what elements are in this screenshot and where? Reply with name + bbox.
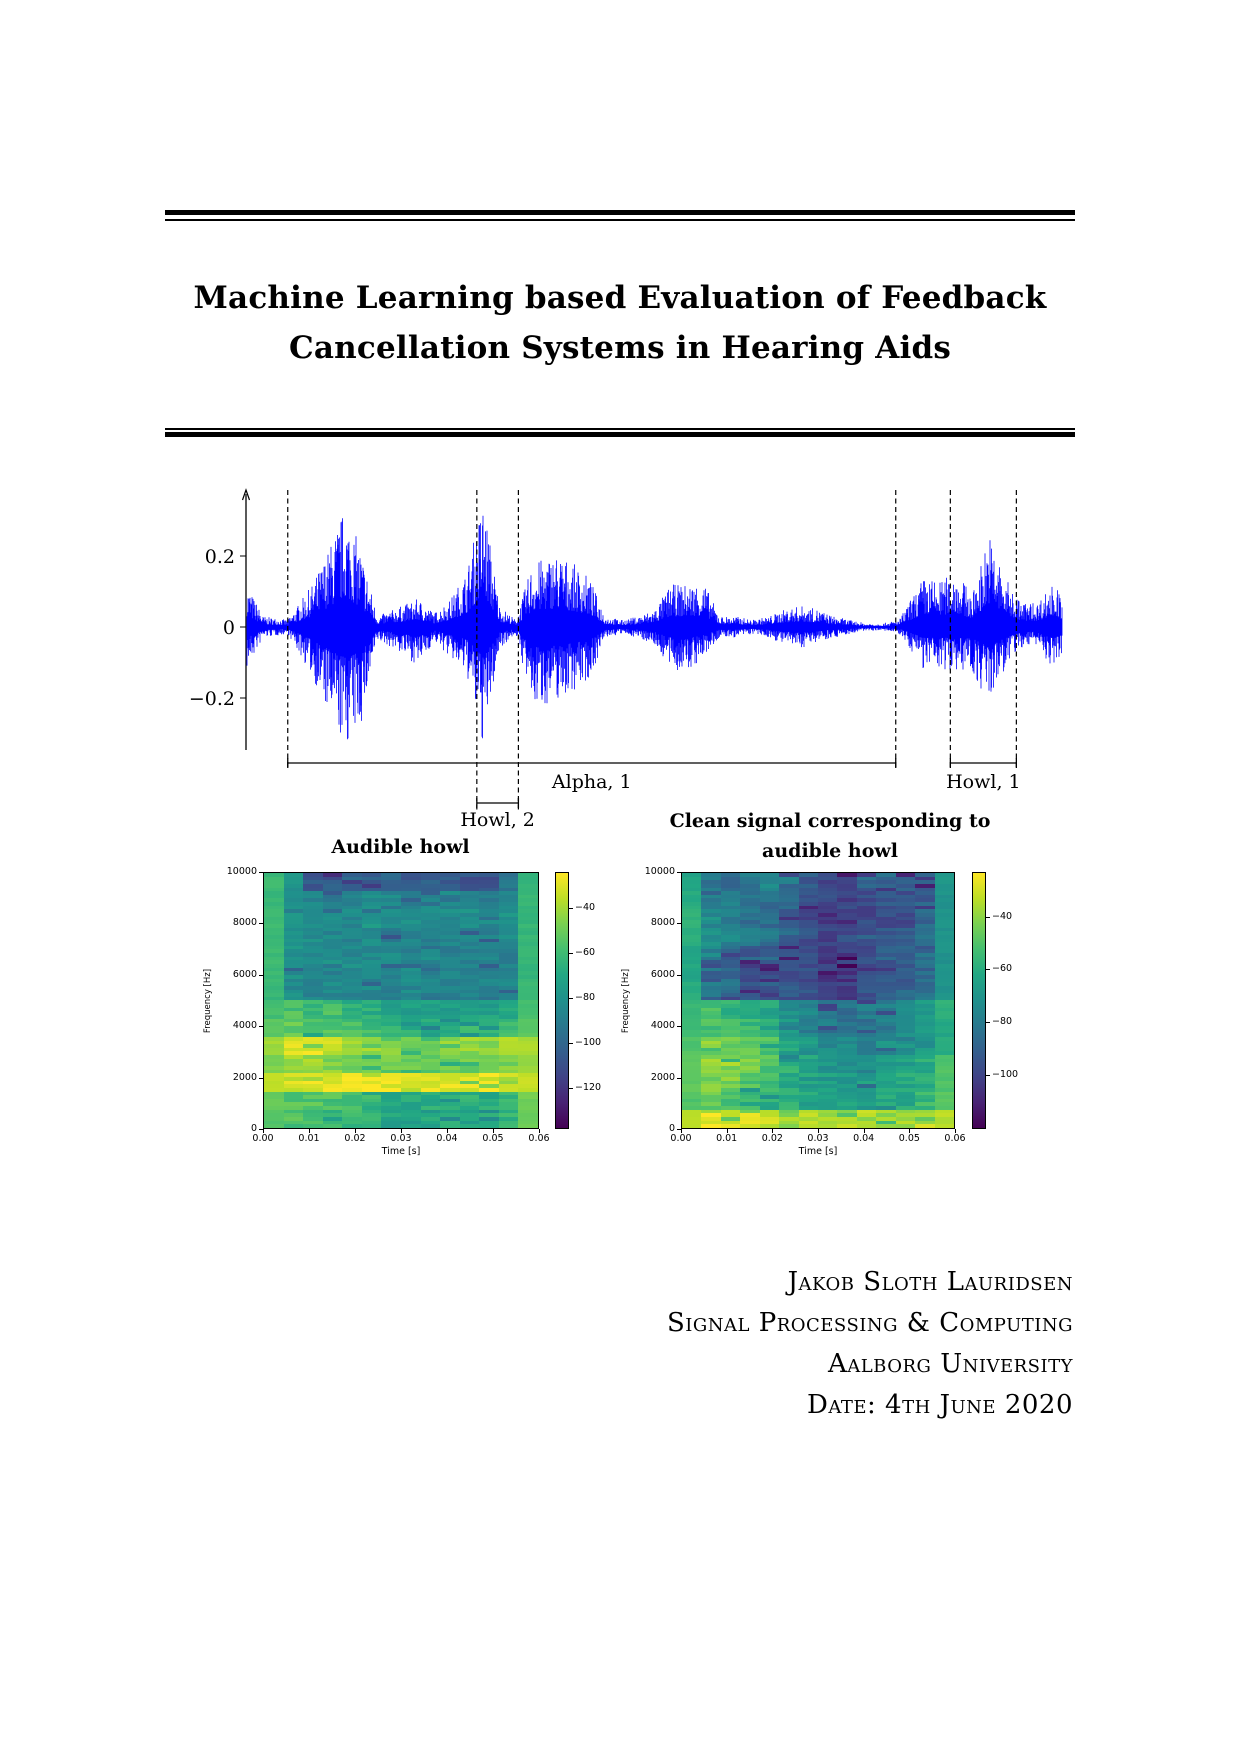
tick-mark bbox=[727, 1129, 728, 1133]
colorbar-tick-label: −80 bbox=[992, 1016, 1013, 1027]
ytick-0: 0 bbox=[222, 617, 235, 639]
spectrogram-audible-howl bbox=[263, 872, 539, 1129]
colorbar-1 bbox=[555, 872, 569, 1129]
colorbar-tick-label: −80 bbox=[575, 992, 596, 1003]
tick-mark bbox=[986, 969, 990, 970]
xtick-label: 0.06 bbox=[944, 1133, 966, 1144]
tick-mark bbox=[569, 908, 573, 909]
ytick-label: 0 bbox=[668, 1123, 675, 1134]
colorbar-tick-label: −100 bbox=[992, 1069, 1019, 1080]
title-line-2: Cancellation Systems in Hearing Aids bbox=[288, 330, 952, 366]
tick-mark bbox=[986, 1022, 990, 1023]
tick-mark bbox=[309, 1129, 310, 1133]
tick-mark bbox=[447, 1129, 448, 1133]
tick-mark bbox=[493, 1129, 494, 1133]
xtick-label: 0.03 bbox=[807, 1133, 829, 1144]
xtick-label: 0.00 bbox=[252, 1133, 274, 1144]
ytick-label: 4000 bbox=[232, 1020, 257, 1032]
tick-mark bbox=[909, 1129, 910, 1133]
tick-mark bbox=[677, 1026, 681, 1027]
ytick-label: 6000 bbox=[650, 968, 675, 980]
author-university: Aalborg University bbox=[827, 1349, 1073, 1379]
tick-mark bbox=[569, 998, 573, 999]
marker-label-howl-2: Howl, 2 bbox=[460, 809, 535, 831]
segment-markers bbox=[288, 490, 1021, 831]
xtick-label: 0.06 bbox=[528, 1133, 550, 1144]
marker-label-alpha-1: Alpha, 1 bbox=[551, 771, 632, 793]
tick-mark bbox=[401, 1129, 402, 1133]
tick-mark bbox=[677, 975, 681, 976]
yaxis-label: Frequency [Hz] bbox=[203, 968, 213, 1033]
colorbar-tick-label: −60 bbox=[575, 947, 596, 958]
xtick-label: 0.01 bbox=[298, 1133, 320, 1144]
ytick-label: 8000 bbox=[650, 917, 675, 929]
ytick-label: 8000 bbox=[232, 917, 257, 929]
tick-mark bbox=[677, 1078, 681, 1079]
ytick-label: 10000 bbox=[226, 866, 257, 877]
tick-mark bbox=[355, 1129, 356, 1133]
xtick-label: 0.01 bbox=[716, 1133, 738, 1144]
tick-mark bbox=[677, 923, 681, 924]
tick-mark bbox=[259, 872, 263, 873]
tick-mark bbox=[539, 1129, 540, 1133]
marker-label-howl-1: Howl, 1 bbox=[946, 771, 1021, 793]
colorbar-tick-label: −120 bbox=[575, 1082, 602, 1093]
title-line-1: Machine Learning based Evaluation of Feedback bbox=[193, 280, 1047, 316]
tick-mark bbox=[955, 1129, 956, 1133]
tick-mark bbox=[986, 1075, 990, 1076]
xtick-label: 0.04 bbox=[853, 1133, 875, 1144]
tick-mark bbox=[569, 1088, 573, 1089]
tick-mark bbox=[263, 1129, 264, 1133]
colorbar-tick-label: −40 bbox=[992, 911, 1013, 922]
xtick-label: 0.04 bbox=[436, 1133, 458, 1144]
xtick-label: 0.03 bbox=[390, 1133, 412, 1144]
xaxis-label: Time [s] bbox=[798, 1146, 838, 1157]
xtick-label: 0.05 bbox=[482, 1133, 504, 1144]
author-name: Jakob Sloth Lauridsen bbox=[787, 1267, 1073, 1297]
author-block bbox=[667, 1262, 1073, 1426]
ytick-label: 4000 bbox=[650, 1020, 675, 1032]
tick-mark bbox=[818, 1129, 819, 1133]
xtick-label: 0.02 bbox=[761, 1133, 783, 1144]
tick-mark bbox=[259, 1026, 263, 1027]
tick-mark bbox=[772, 1129, 773, 1133]
tick-mark bbox=[259, 923, 263, 924]
spectrogram-2-title: Clean signal corresponding to audible howl bbox=[669, 810, 991, 862]
tick-mark bbox=[259, 975, 263, 976]
colorbar-2 bbox=[972, 872, 986, 1129]
spectrogram-1-title: Audible howl bbox=[331, 836, 470, 858]
ytick-label: 10000 bbox=[644, 866, 675, 877]
xtick-label: 0.05 bbox=[898, 1133, 920, 1144]
submission-date: Date: 4th June 2020 bbox=[807, 1390, 1073, 1420]
tick-mark bbox=[569, 1043, 573, 1044]
colorbar-tick-label: −40 bbox=[575, 902, 596, 913]
author-programme: Signal Processing & Computing bbox=[666, 1308, 1073, 1338]
ytick-label: 2000 bbox=[650, 1071, 675, 1083]
tick-mark bbox=[569, 953, 573, 954]
ytick-0.2: 0.2 bbox=[204, 546, 235, 568]
ytick-label: 2000 bbox=[232, 1071, 257, 1083]
tick-mark bbox=[986, 917, 990, 918]
spectrogram-clean-signal bbox=[681, 872, 955, 1129]
waveform-signal bbox=[247, 516, 1062, 740]
tick-mark bbox=[259, 1078, 263, 1079]
tick-mark bbox=[681, 1129, 682, 1133]
ytick-label: 0 bbox=[250, 1123, 257, 1134]
colorbar-tick-label: −100 bbox=[575, 1037, 602, 1048]
ytick-label: 6000 bbox=[232, 968, 257, 980]
xtick-label: 0.02 bbox=[344, 1133, 366, 1144]
ytick-neg-0.2: −0.2 bbox=[188, 688, 235, 710]
tick-mark bbox=[677, 872, 681, 873]
tick-mark bbox=[864, 1129, 865, 1133]
waveform-figure bbox=[0, 0, 1241, 840]
yaxis-label: Frequency [Hz] bbox=[621, 968, 631, 1033]
xtick-label: 0.00 bbox=[670, 1133, 692, 1144]
colorbar-tick-label: −60 bbox=[992, 963, 1013, 974]
xaxis-label: Time [s] bbox=[381, 1146, 421, 1157]
